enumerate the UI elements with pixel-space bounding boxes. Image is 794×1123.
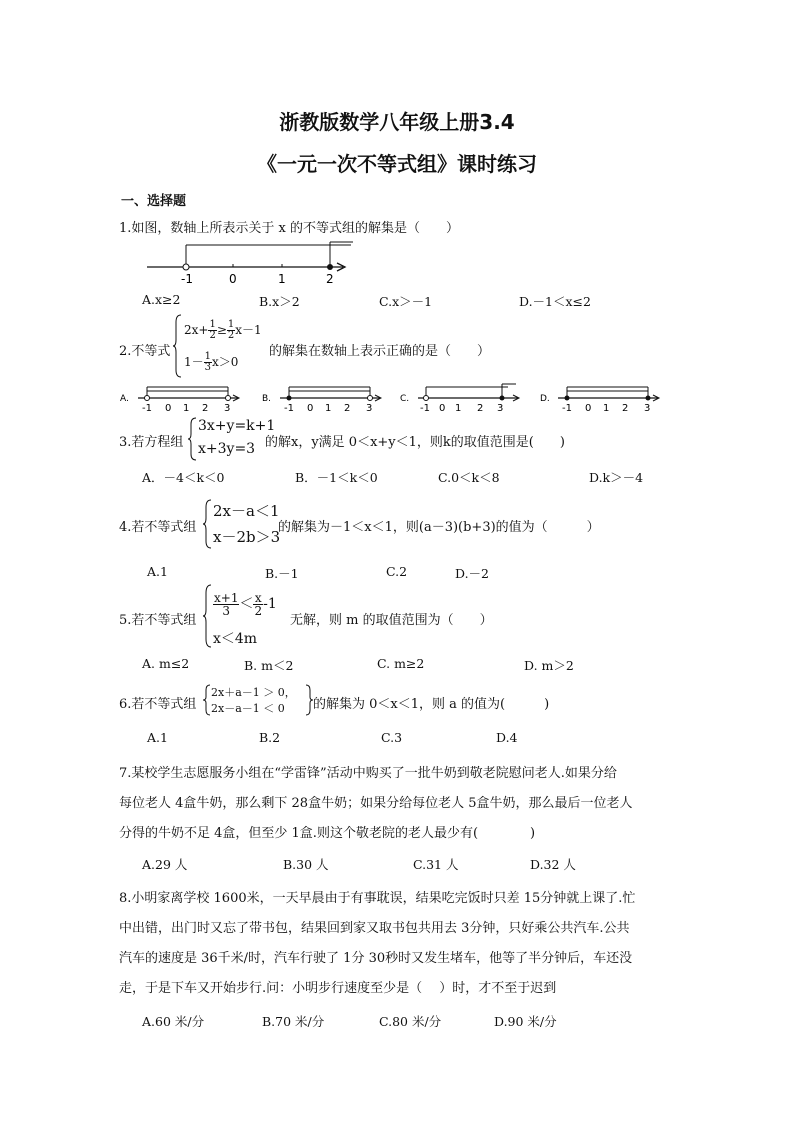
q5-option-a: A. m≤2 bbox=[142, 656, 190, 671]
q4-inequality-1: 2x－a＜1 bbox=[213, 502, 280, 520]
q3-equation-1: 3x+y=k+1 bbox=[198, 418, 276, 434]
q1-tick-label: 1 bbox=[278, 272, 286, 285]
q5-frac1-num: x+1 bbox=[214, 590, 239, 605]
q2-option-c-number-line bbox=[400, 380, 525, 414]
q5-frac2-num: x bbox=[254, 590, 262, 605]
q2-l1-mid: ≥ bbox=[216, 323, 227, 337]
q2-option-a-number-line bbox=[120, 380, 245, 414]
q4-option-d: D.－2 bbox=[455, 566, 490, 581]
q2-l2-frac-den: 3 bbox=[204, 362, 212, 373]
question-3-prefix: 3.若方程组 bbox=[119, 435, 184, 450]
q2b-tick: 3 bbox=[366, 403, 373, 414]
q2c-tick: -1 bbox=[420, 403, 430, 414]
q6-option-c: C.3 bbox=[381, 730, 403, 745]
question-3-suffix: 的解x，y满足 0＜x+y＜1，则k的取值范围是( ) bbox=[265, 435, 565, 450]
q2-l2-frac-num: 1 bbox=[204, 351, 212, 362]
q1-option-d: D.－1＜x≤2 bbox=[519, 294, 591, 309]
q1-tick-label: -1 bbox=[181, 272, 193, 285]
question-4-prefix: 4.若不等式组 bbox=[119, 520, 197, 535]
section-heading: 一、选择题 bbox=[121, 194, 187, 209]
q7-option-a: A.29 人 bbox=[142, 857, 188, 872]
question-8-line-4: 走，于是下车又开始步行.问：小明步行速度至少是（ ）时，才不至于迟到 bbox=[119, 981, 557, 996]
question-6-prefix: 6.若不等式组 bbox=[119, 697, 197, 712]
question-6-suffix: 的解集为 0＜x＜1，则 a 的值为( ) bbox=[313, 697, 550, 712]
q7-option-d: D.32 人 bbox=[530, 857, 576, 872]
q2a-tick: -1 bbox=[142, 403, 152, 414]
q1-tick-label: 2 bbox=[326, 272, 334, 285]
q2-l1-frac2-den: 2 bbox=[227, 330, 235, 341]
question-5-suffix: 无解，则 m 的取值范围为（ ） bbox=[290, 613, 493, 628]
q1-option-c: C.x＞－1 bbox=[379, 294, 433, 309]
q2-l2-a: 1－ bbox=[184, 355, 204, 369]
q3-option-c: C.0＜k＜8 bbox=[438, 470, 500, 485]
q2b-tick: 0 bbox=[307, 403, 314, 414]
q2-l1-frac1-den: 2 bbox=[209, 330, 216, 341]
q3-option-b: B．－1＜k＜0 bbox=[295, 470, 378, 485]
q2-inequality-1 bbox=[184, 315, 262, 345]
q2d-tick: 3 bbox=[644, 403, 651, 414]
q8-option-c: C.80 米/分 bbox=[379, 1014, 442, 1029]
q5-tail: -1 bbox=[263, 596, 277, 612]
q5-frac1 bbox=[213, 592, 239, 617]
question-7-line-1: 7.某校学生志愿服务小组在“学雷锋”活动中购买了一批牛奶到敬老院慰问老人.如果分给 bbox=[119, 766, 617, 781]
q8-option-a: A.60 米/分 bbox=[142, 1014, 205, 1029]
q6-brace-right bbox=[305, 684, 313, 716]
q5-frac1-den: 3 bbox=[222, 603, 231, 618]
q8-option-b: B.70 米/分 bbox=[262, 1014, 325, 1029]
q1-option-a: A.x≥2 bbox=[142, 292, 181, 307]
q2-l2-frac bbox=[204, 352, 212, 373]
q5-option-b: B. m＜2 bbox=[244, 658, 294, 673]
q2a-tick: 3 bbox=[224, 403, 231, 414]
q6-option-d: D.4 bbox=[496, 730, 518, 745]
q5-option-c: C. m≥2 bbox=[377, 656, 425, 671]
q2-option-b-number-line bbox=[262, 380, 387, 414]
q3-brace bbox=[188, 417, 198, 461]
q2-l1-a: 2x+ bbox=[184, 323, 209, 337]
q2b-tick: -1 bbox=[284, 403, 294, 414]
q5-frac2 bbox=[253, 592, 263, 617]
q2a-tick: 1 bbox=[183, 403, 190, 414]
q2d-tick: 2 bbox=[622, 403, 629, 414]
q2c-tick: 0 bbox=[439, 403, 446, 414]
q4-brace bbox=[203, 499, 213, 549]
q6-option-a: A.1 bbox=[147, 730, 168, 745]
q3-option-a: A．－4＜k＜0 bbox=[142, 470, 225, 485]
q2b-tick: 2 bbox=[344, 403, 351, 414]
question-2-suffix: 的解集在数轴上表示正确的是（ ） bbox=[269, 344, 491, 359]
q6-brace-left bbox=[203, 684, 211, 716]
q2-option-d-number-line bbox=[540, 380, 665, 414]
q3-equation-2: x+3y=3 bbox=[198, 441, 256, 457]
document-title: 浙教版数学八年级上册3.4 bbox=[279, 110, 515, 134]
q2a-tick: 2 bbox=[202, 403, 209, 414]
q2c-tick: 3 bbox=[497, 403, 504, 414]
q4-option-c: C.2 bbox=[386, 564, 408, 579]
q2d-tick: -1 bbox=[562, 403, 572, 414]
question-8-line-1: 8.小明家离学校 1600米，一天早晨由于有事耽误，结果吃完饭时只差 15分钟就上课了.忙 bbox=[119, 891, 636, 906]
q2b-tick: 1 bbox=[325, 403, 332, 414]
q4-option-a: A.1 bbox=[147, 564, 168, 579]
question-8-line-3: 汽车的速度是 36千米/时，汽车行驶了 1分 30秒时又发生堵车，他等了半分钟后，车还没 bbox=[119, 951, 633, 966]
q2a-tick: 0 bbox=[165, 403, 172, 414]
q2c-tick: 2 bbox=[477, 403, 484, 414]
q6-option-b: B.2 bbox=[259, 730, 281, 745]
document-subtitle: 《一元一次不等式组》课时练习 bbox=[257, 152, 537, 176]
q2-option-d-letter: D. bbox=[540, 394, 550, 404]
q1-number-line bbox=[143, 240, 358, 285]
q7-option-c: C.31 人 bbox=[413, 857, 459, 872]
q4-option-b: B.－1 bbox=[265, 566, 299, 581]
question-2-prefix: 2.不等式 bbox=[119, 344, 171, 359]
q7-option-b: B.30 人 bbox=[283, 857, 329, 872]
q2-inequality-2 bbox=[184, 347, 238, 377]
q6-inequality-2: 2x－a－1 ＜ 0 bbox=[211, 702, 285, 715]
q8-option-d: D.90 米/分 bbox=[494, 1014, 557, 1029]
q2-l1-frac2-num: 1 bbox=[227, 319, 235, 330]
question-8-line-2: 中出错，出门时又忘了带书包，结果回到家又取书包共用去 3分钟，只好乘公共汽车.公共 bbox=[119, 921, 630, 936]
q2-l1-frac1-num: 1 bbox=[209, 319, 216, 330]
question-5-prefix: 5.若不等式组 bbox=[119, 613, 197, 628]
q3-option-d: D.k＞－4 bbox=[589, 470, 644, 485]
q2-l1-frac1 bbox=[208, 320, 216, 341]
question-1-stem: 1.如图，数轴上所表示关于 x 的不等式组的解集是（ ） bbox=[119, 221, 459, 236]
q2-l2-b: x＞0 bbox=[212, 355, 239, 369]
q5-inequality-1 bbox=[213, 586, 277, 622]
q2d-tick: 1 bbox=[603, 403, 610, 414]
question-7-line-3: 分得的牛奶不足 4盒，但至少 1盒.则这个敬老院的老人最少有( ) bbox=[119, 826, 536, 841]
q1-tick-label: 0 bbox=[229, 272, 237, 285]
q2-l1-b: x－1 bbox=[235, 323, 262, 337]
q5-inequality-2: x＜4m bbox=[213, 631, 258, 647]
q4-inequality-2: x－2b＞3 bbox=[213, 528, 281, 546]
q2-option-b-letter: B. bbox=[262, 394, 272, 404]
q1-option-b: B.x＞2 bbox=[259, 294, 300, 309]
q2d-tick: 0 bbox=[585, 403, 592, 414]
question-7-line-2: 每位老人 4盒牛奶，那么剩下 28盒牛奶；如果分给每位老人 5盒牛奶，那么最后一位老人 bbox=[119, 796, 633, 811]
q2-option-a-letter: A. bbox=[120, 394, 129, 404]
q5-frac2-den: 2 bbox=[254, 603, 263, 618]
q2-brace bbox=[173, 314, 183, 378]
q2c-tick: 1 bbox=[455, 403, 462, 414]
q6-inequality-1: 2x＋a－1 ＞ 0， bbox=[211, 686, 296, 699]
q5-option-d: D. m＞2 bbox=[524, 658, 574, 673]
q5-brace bbox=[203, 584, 213, 648]
q5-lt: ＜ bbox=[239, 596, 254, 612]
question-4-suffix: 的解集为－1＜x＜1，则(a－3)(b+3)的值为（ ） bbox=[278, 520, 600, 535]
q2-option-c-letter: C. bbox=[400, 394, 410, 404]
